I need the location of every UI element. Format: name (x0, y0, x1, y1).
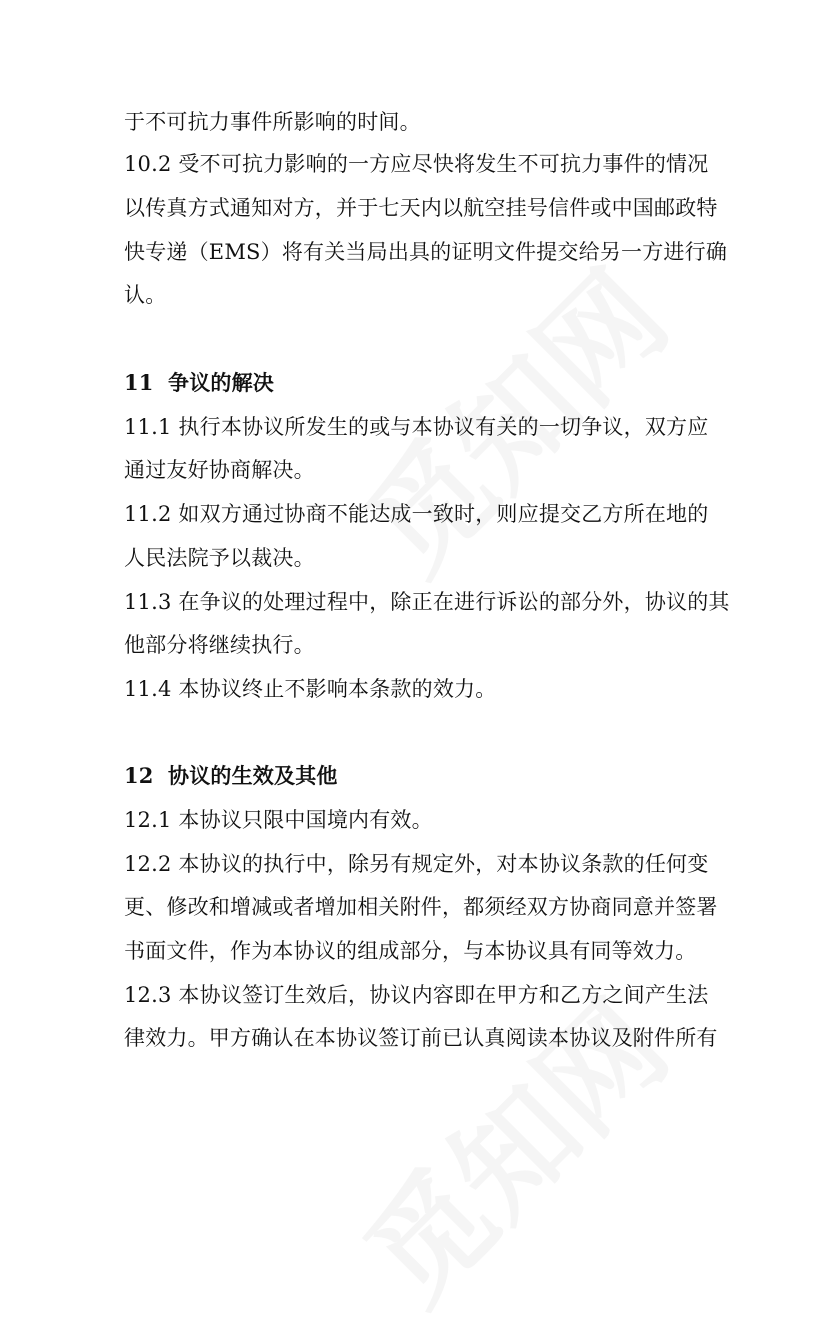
section-number: 12 (124, 763, 154, 788)
paragraph-line: 10.2 受不可抗力影响的一方应尽快将发生不可抗力事件的情况 (124, 152, 709, 176)
paragraph-line: 通过友好协商解决。 (124, 458, 315, 482)
section-title: 协议的生效及其他 (168, 763, 338, 788)
section-heading-12 (124, 762, 338, 790)
paragraph-line: 11.2 如双方通过协商不能达成一致时，则应提交乙方所在地的 (124, 502, 709, 526)
paragraph-line: 书面文件，作为本协议的组成部分，与本协议具有同等效力。 (124, 939, 697, 963)
paragraph-line: 11.3 在争议的处理过程中，除正在进行诉讼的部分外，协议的其 (124, 590, 730, 614)
paragraph-line: 于不可抗力事件所影响的时间。 (124, 110, 421, 134)
paragraph-line: 12.3 本协议签订生效后，协议内容即在甲方和乙方之间产生法 (124, 983, 709, 1007)
paragraph-line: 11.4 本协议终止不影响本条款的效力。 (124, 677, 497, 701)
paragraph-line: 12.1 本协议只限中国境内有效。 (124, 808, 433, 832)
paragraph-line: 12.2 本协议的执行中，除另有规定外，对本协议条款的任何变 (124, 852, 709, 876)
section-title: 争议的解决 (168, 370, 274, 395)
paragraph-line: 更、修改和增减或者增加相关附件，都须经双方协商同意并签署 (124, 895, 718, 919)
paragraph-line: 快专递（EMS）将有关当局出具的证明文件提交给另一方进行确 (124, 240, 728, 264)
paragraph-line: 以传真方式通知对方，并于七天内以航空挂号信件或中国邮政特 (124, 196, 718, 220)
paragraph-line: 11.1 执行本协议所发生的或与本协议有关的一切争议，双方应 (124, 415, 709, 439)
paragraph-line: 认。 (124, 283, 167, 307)
paragraph-line: 律效力。甲方确认在本协议签订前已认真阅读本协议及附件所有 (124, 1026, 718, 1050)
section-heading-11 (124, 369, 274, 397)
paragraph-line: 人民法院予以裁决。 (124, 546, 315, 570)
paragraph-line: 他部分将继续执行。 (124, 633, 315, 657)
watermark-logo (322, 958, 698, 1334)
section-number: 11 (124, 370, 154, 395)
